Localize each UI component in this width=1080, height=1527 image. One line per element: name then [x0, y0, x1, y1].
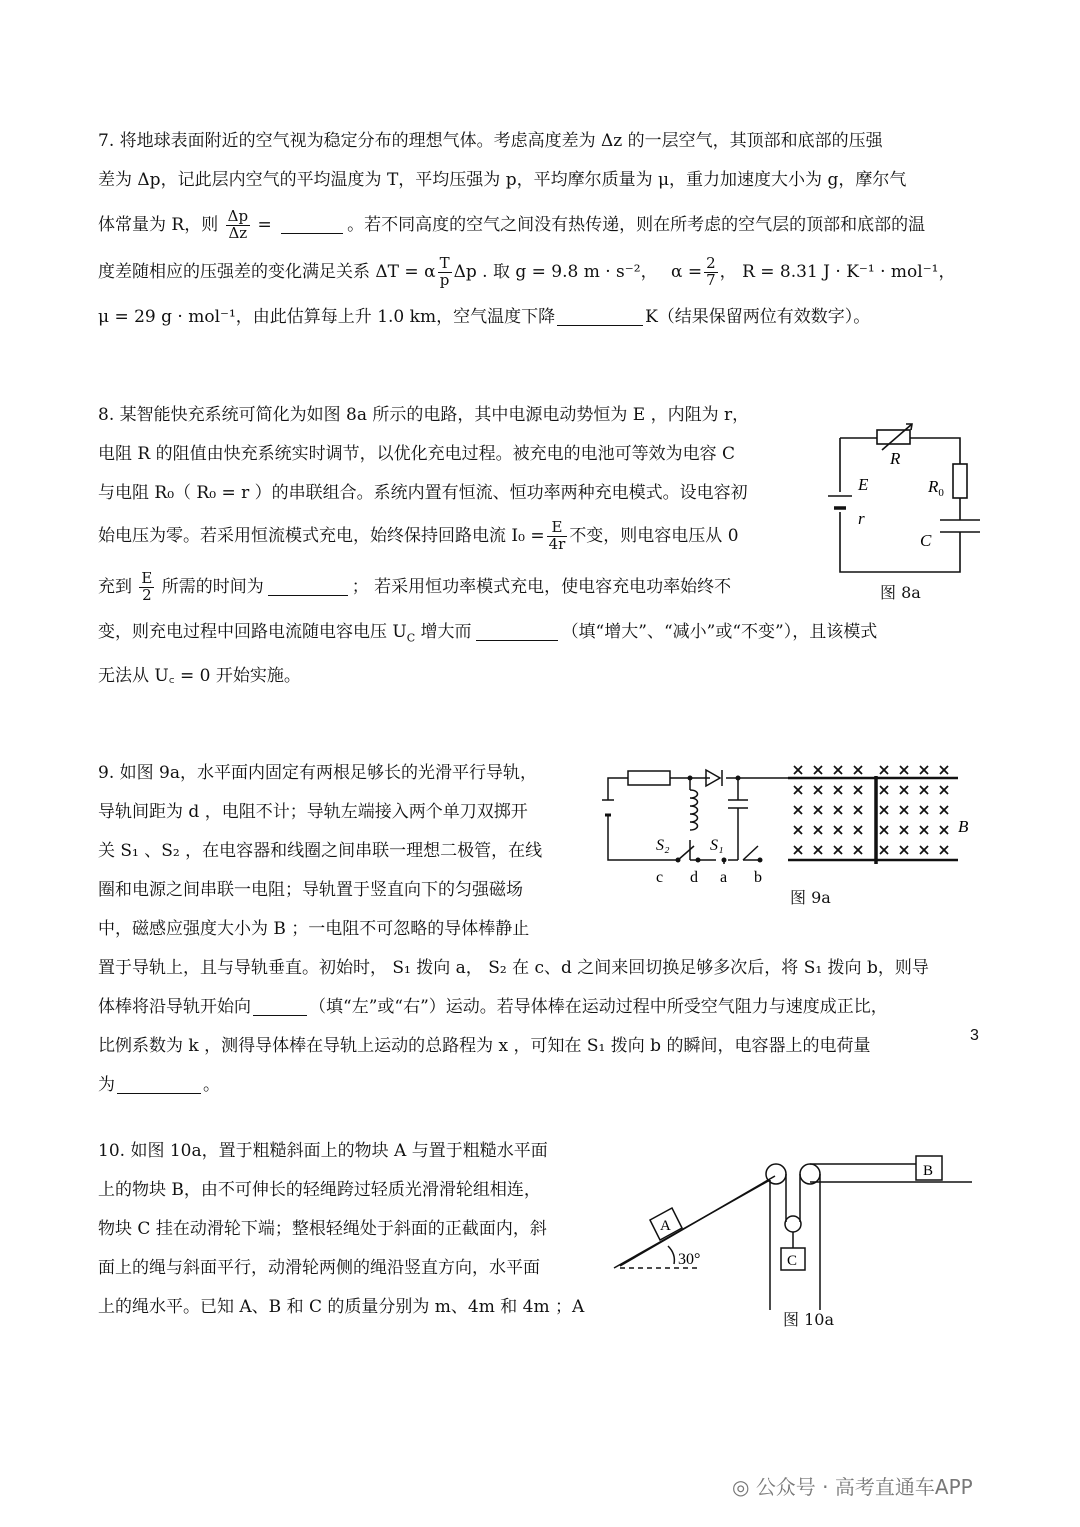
q8-line-2: 电阻 R 的阻值由快充系统实时调节，以优化充电过程。被充电的电池可等效为电容 C [98, 444, 736, 464]
question-10 [98, 1132, 618, 1327]
q9-line-2: 导轨间距为 d ，电阻不计；导轨左端接入两个单刀双掷开 [98, 802, 528, 822]
wechat-icon: ◎ [732, 1475, 756, 1499]
q8-current-fraction: $\frac{E}{4r}$ [548, 518, 566, 553]
q8-line-4: 始电压为零。若采用恒流模式充电，始终保持回路电流 I₀ = $\frac{E}{4r}$ 不变，则电容电压从 0 [98, 518, 739, 553]
q7-line-4: 度差随相应的压强差的变化满足关系 ΔT = α $\frac{T}{p}$ Δp . 取 g = 9.8 m · s⁻²， α = $\frac{2}{7}$ ， R = 8.31 J · K⁻¹ · mol⁻¹， [98, 254, 956, 289]
q8-line-5: 充到 $\frac{E}{2}$ 所需的时间为 ； 若采用恒功率模式充电，使电容充电功率始终不 [98, 569, 732, 604]
q9-line-5: 中，磁感应强度大小为 B ；一电阻不可忽略的导体棒静止 [98, 919, 530, 939]
q9-line-8: 比例系数为 k ，测得导体棒在导轨上运动的总路程为 x ，可知在 S₁ 拨向 b 的瞬间，电容器上的电荷量 [98, 1036, 871, 1056]
fig8-label-e: E [858, 475, 869, 494]
q9-line-1: 9. 如图 9a，水平面内固定有两根足够长的光滑平行导轨， [98, 763, 537, 783]
fig9-label-b: b [754, 869, 762, 886]
fig9-label-a: a [720, 869, 728, 886]
figure-9a-caption: 图 9a [790, 888, 831, 907]
q7-answer-blank-1[interactable] [281, 214, 343, 234]
q9-line-4: 圈和电源之间串联一电阻；导轨置于竖直向下的匀强磁场 [98, 880, 523, 900]
fig10-angle: 30° [678, 1251, 701, 1268]
figure-10a-caption: 图 10a [783, 1310, 834, 1329]
figure-9a-rails [598, 760, 983, 890]
q10-line-1: 10. 如图 10a，置于粗糙斜面上的物块 A 与置于粗糙水平面 [98, 1141, 548, 1161]
q7-t-over-p: $\frac{T}{p}$ [439, 254, 450, 289]
fig9-label-d: d [690, 869, 698, 886]
fig9-label-c: c [656, 869, 664, 886]
question-8 [98, 396, 878, 696]
watermark: ◎ 公众号 · 高考直通车APP [732, 1475, 973, 1499]
question-7 [98, 122, 998, 337]
q8-line-7: 无法从 U꜀ = 0 开始实施。 [98, 666, 301, 687]
q7-line-5: μ = 29 g · mol⁻¹，由此估算每上升 1.0 km，空气温度下降 K（结果保留两位有效数字）。 [98, 307, 871, 327]
q7-answer-blank-2[interactable] [557, 306, 643, 326]
fig9-label-s1: S₁ [710, 837, 724, 854]
fig8-label-r: R [890, 449, 901, 468]
q8-half-e-fraction: $\frac{E}{2}$ [141, 569, 153, 604]
q8-line-3: 与电阻 R₀（ R₀ = r ）的串联组合。系统内置有恒流、恒功率两种充电模式。设电容初 [98, 483, 748, 503]
fig8-label-c: C [920, 531, 932, 550]
figure-8a-circuit [822, 420, 982, 580]
q7-line-2: 差为 Δp，记此层内空气的平均温度为 T，平均压强为 p，平均摩尔质量为 μ，重力加速度大小为 g，摩尔气 [98, 170, 907, 190]
fig10-block-b: B [923, 1163, 934, 1179]
q8-answer-blank-2[interactable] [476, 621, 558, 641]
figure-10a-pulleys [610, 1150, 980, 1310]
q8-answer-blank-1[interactable] [268, 576, 348, 596]
q7-fraction: $\frac{\Delta p}{\Delta z}$ [227, 207, 249, 242]
magnetic-field-crosses [794, 766, 948, 854]
q9-answer-blank-1[interactable] [253, 996, 307, 1016]
fig8-label-r0: $R_0$ [928, 477, 944, 499]
fig8-label-internal-r: r [858, 509, 865, 528]
q7-line-3: 体常量为 R，则 $\frac{\Delta p}{\Delta z}$ = 。若不同高度的空气之间没有热传递，则在所考虑的空气层的顶部和底部的温 [98, 207, 926, 242]
q9-line-9: 为 。 [98, 1075, 220, 1095]
q8-line-1: 8. 某智能快充系统可简化为如图 8a 所示的电路，其中电源电动势恒为 E ，内阻为 r， [98, 405, 750, 425]
q10-line-4: 面上的绳与斜面平行，动滑轮两侧的绳沿竖直方向，水平面 [98, 1258, 540, 1278]
q9-line-7: 体棒将沿导轨开始向 （填“左”或“右”）运动。若导体棒在运动过程中所受空气阻力与速度成正比， [98, 997, 888, 1017]
fig9-label-b-field: B [958, 817, 969, 836]
q8-line-6: 变，则充电过程中回路电流随电容电压 $U_C$ 增大而 （填“增大”、“减小”或“不变”），且该模式 [98, 622, 878, 645]
fig10-block-c: C [787, 1253, 798, 1269]
q10-line-3: 物块 C 挂在动滑轮下端；整根轻绳处于斜面的正截面内，斜 [98, 1219, 547, 1239]
q10-line-2: 上的物块 B，由不可伸长的轻绳跨过轻质光滑滑轮组相连， [98, 1180, 541, 1200]
q7-line-1: 7. 将地球表面附近的空气视为稳定分布的理想气体。考虑高度差为 Δz 的一层空气，其顶部和底部的压强 [98, 131, 883, 151]
q9-line-6: 置于导轨上，且与导轨垂直。初始时， S₁ 拨向 a， S₂ 在 c、d 之间来回切换足够多次后，将 S₁ 拨向 b，则导 [98, 958, 929, 978]
page-number: 3 [970, 1027, 979, 1044]
q7-alpha-fraction: $\frac{2}{7}$ [706, 254, 716, 289]
figure-8a-caption: 图 8a [880, 583, 921, 602]
fig9-label-s2: S₂ [656, 837, 670, 854]
q10-line-5: 上的绳水平。已知 A、B 和 C 的质量分别为 m、4m 和 4m ；A [98, 1297, 585, 1317]
q9-line-3: 关 S₁ 、S₂ ，在电容器和线圈之间串联一理想二极管，在线 [98, 841, 543, 861]
fig10-block-a: A [660, 1218, 671, 1234]
q9-answer-blank-2[interactable] [117, 1074, 201, 1094]
